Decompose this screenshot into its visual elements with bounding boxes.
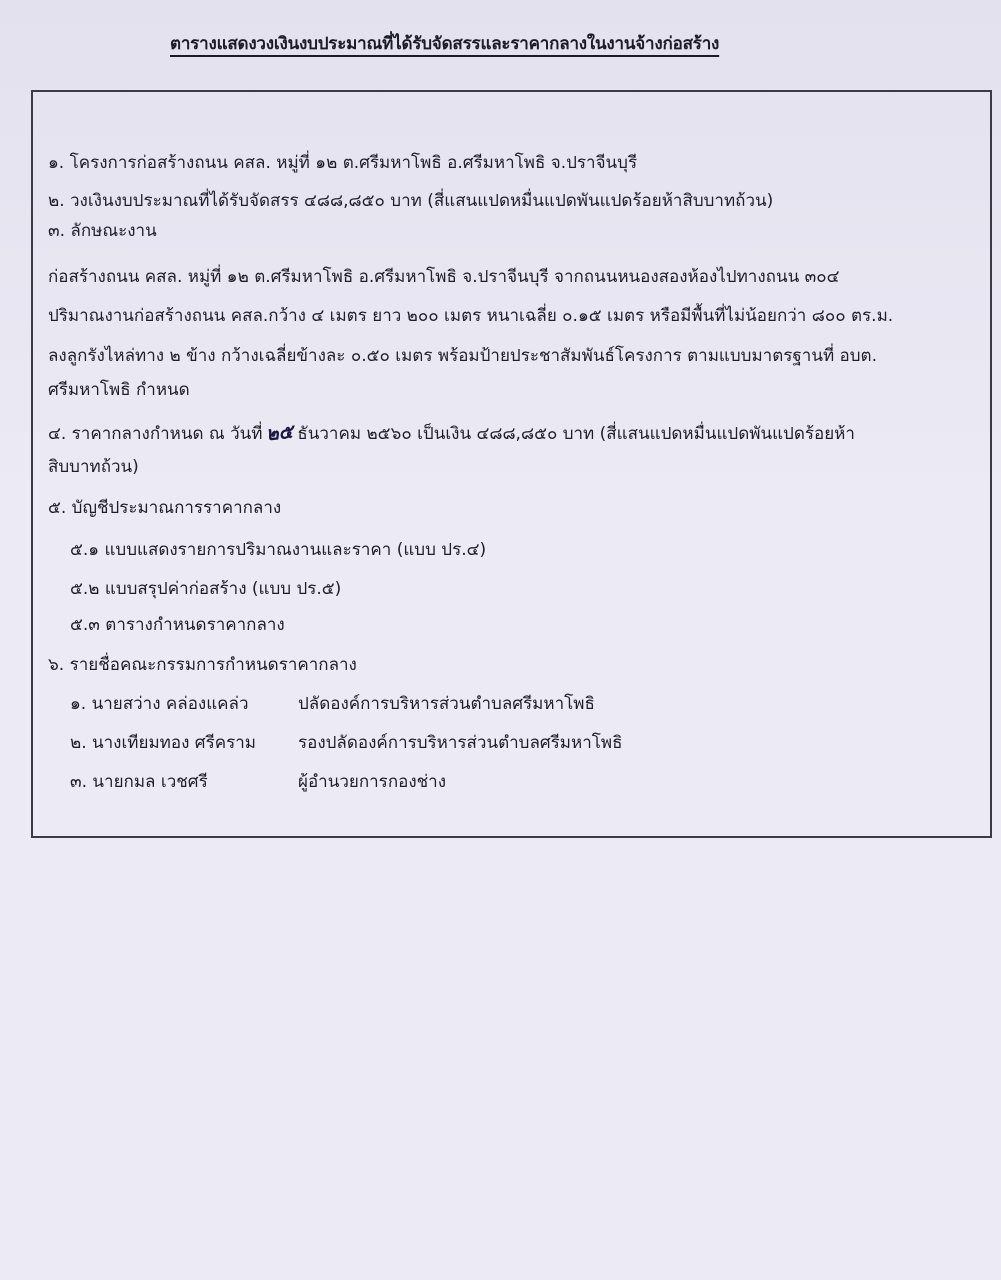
item-6-heading: ๖. รายชื่อคณะกรรมการกำหนดราคากลาง	[48, 655, 357, 675]
committee-member-1-position: ปลัดองค์การบริหารส่วนตำบลศรีมหาโพธิ	[298, 694, 595, 714]
price-line-suffix: ธันวาคม ๒๕๖๐ เป็นเงิน ๔๘๘,๘๕๐ บาท (สี่แสนแปดหมื่นแปดพันแปดร้อยห้า	[297, 424, 855, 444]
item-5-2: ๕.๒ แบบสรุปค่าก่อสร้าง (แบบ ปร.๕)	[70, 579, 342, 599]
handwritten-day: ๒๕	[265, 420, 295, 446]
document-title: ตารางแสดงวงเงินงบประมาณที่ได้รับจัดสรรและราคากลางในงานจ้างก่อสร้าง	[170, 34, 720, 54]
committee-member-3-name: ๓. นายกมล เวชศรี	[70, 772, 208, 792]
item-3-description-line-4: ศรีมหาโพธิ กำหนด	[48, 380, 190, 400]
item-3-description-line-3: ลงลูกรังไหล่ทาง ๒ ข้าง กว้างเฉลี่ยข้างละ ๐.๕๐ เมตร พร้อมป้ายประชาสัมพันธ์โครงการ ตามแบบมาตรฐานที่ อบต.	[48, 346, 877, 366]
item-5-3: ๕.๓ ตารางกำหนดราคากลาง	[70, 615, 285, 635]
item-3-heading: ๓. ลักษณะงาน	[48, 221, 157, 241]
item-4-continued: สิบบาทถ้วน)	[48, 457, 139, 477]
committee-member-1-name: ๑. นายสว่าง คล่องแคล่ว	[70, 694, 249, 714]
price-line-prefix: ๔. ราคากลางกำหนด ณ วันที่	[48, 424, 263, 444]
item-1-project: ๑. โครงการก่อสร้างถนน คสล. หมู่ที่ ๑๒ ต.ศรีมหาโพธิ อ.ศรีมหาโพธิ จ.ปราจีนบุรี	[48, 153, 638, 173]
committee-member-2-position: รองปลัดองค์การบริหารส่วนตำบลศรีมหาโพธิ	[298, 733, 623, 753]
item-3-description-line-1: ก่อสร้างถนน คสล. หมู่ที่ ๑๒ ต.ศรีมหาโพธิ อ.ศรีมหาโพธิ จ.ปราจีนบุรี จากถนนหนองสองห้องไปทางถนน ๓๐๔	[48, 267, 840, 287]
committee-member-3-position: ผู้อำนวยการกองช่าง	[298, 772, 447, 792]
item-5-heading: ๕. บัญชีประมาณการราคากลาง	[48, 498, 282, 518]
committee-member-2-name: ๒. นางเทียมทอง ศรีคราม	[70, 733, 256, 753]
item-4-reference-price	[48, 421, 855, 446]
item-5-1: ๕.๑ แบบแสดงรายการปริมาณงานและราคา (แบบ ปร.๔)	[70, 540, 487, 560]
item-3-description-line-2: ปริมาณงานก่อสร้างถนน คสล.กว้าง ๔ เมตร ยาว ๒๐๐ เมตร หนาเฉลี่ย ๐.๑๕ เมตร หรือมีพื้นที่ไม่น้อยกว่า ๘๐๐ ตร.ม.	[48, 306, 894, 326]
item-2-budget: ๒. วงเงินงบประมาณที่ได้รับจัดสรร ๔๘๘,๘๕๐ บาท (สี่แสนแปดหมื่นแปดพันแปดร้อยห้าสิบบาทถ้วน)	[48, 191, 774, 211]
